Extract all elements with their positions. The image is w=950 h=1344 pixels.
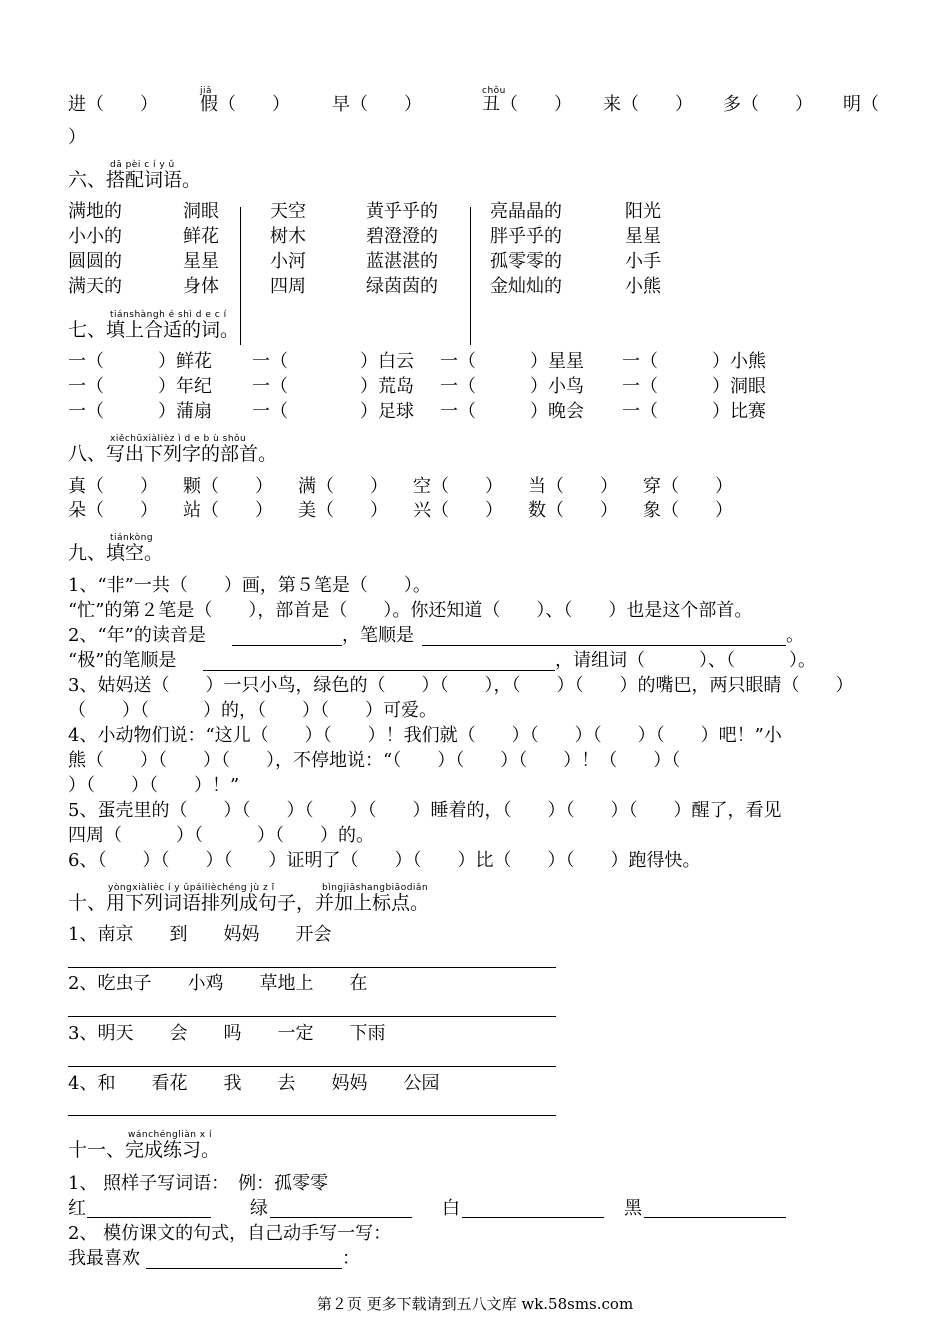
sec9-line5: 3、姑妈送（ ）一只小鸟，绿色的（ ）（ ），（ ）（ ）的嘴巴，两只眼睛（ ）: [68, 675, 854, 696]
sec8-r0-0: 真（ ）: [68, 476, 158, 497]
sec10-pinyin-a: yòngxiàlièc í y ǔpáilièchéng jù z ǐ: [108, 883, 275, 893]
sec9-line3c: 。: [786, 625, 804, 646]
sec8-r1-5: 象（ ）: [643, 500, 733, 521]
sec8-r0-4: 当（ ）: [528, 476, 618, 497]
top-item-5: 多（ ）: [723, 94, 813, 115]
sec6-c4-2: 蓝湛湛的: [366, 251, 438, 272]
sec10-pinyin-b: bìngjiāshangbiāodiǎn: [322, 883, 429, 893]
blank-nian-strokes[interactable]: [422, 645, 786, 646]
sec8-r1-3: 兴（ ）: [413, 500, 503, 521]
sec9-line4b: ，请组词（ ）、（ ）。: [555, 650, 816, 671]
sec6-c2-2: 星星: [183, 251, 219, 272]
sec8-r0-5: 穿（ ）: [643, 476, 733, 497]
sec6-c1-1: 小小的: [68, 226, 122, 247]
sec7-r1-0: 一（ ）年纪: [68, 376, 212, 397]
sec9-line2: “忙”的第２笔是（ ），部首是（ ）。你还知道（ ）、（ ）也是这个部首。: [68, 600, 753, 621]
word-bai: 白: [442, 1198, 460, 1219]
sec7-pinyin: tiánshàngh é shì d e c í: [110, 310, 227, 320]
sec6-c3-0: 天空: [270, 201, 306, 222]
sec6-c2-3: 身体: [183, 276, 219, 297]
blank-nian-reading[interactable]: [232, 645, 342, 646]
blank-favorite[interactable]: [146, 1268, 342, 1269]
sec9-line3a: 2、“年”的读音是: [68, 625, 206, 646]
sec8-pinyin: xiěchūxiàlièz ì d e b ù shǒu: [110, 434, 247, 444]
divider-right: [470, 207, 471, 345]
sec6-c2-0: 洞眼: [183, 201, 219, 222]
sec6-c6-2: 小手: [625, 251, 661, 272]
sec9-line9: ）（ ）（ ）！”: [68, 775, 240, 796]
sec7-r1-2: 一（ ）小鸟: [440, 376, 584, 397]
sec9-pinyin: tiánkòng: [110, 533, 154, 543]
top-item-1: 假（ ）: [200, 94, 290, 115]
top-item-4: 来（ ）: [603, 94, 693, 115]
sec9-title: 九、填空。: [68, 542, 164, 564]
page-footer: 第２页 更多下载请到五八文库 wk.58sms.com: [316, 1295, 634, 1313]
sec10-q2: 2、吃虫子 小鸡 草地上 在: [68, 973, 368, 994]
sec7-r0-2: 一（ ）星星: [440, 351, 584, 372]
sec9-line12: 6、（ ）（ ）（ ）证明了（ ）（ ）比（ ）（ ）跑得快。: [68, 850, 701, 871]
sec6-c3-1: 树木: [270, 226, 306, 247]
sec6-c4-1: 碧澄澄的: [366, 226, 438, 247]
sec9-line3b: ，笔顺是: [342, 625, 414, 646]
top-item-6: 明（: [843, 94, 879, 115]
sec8-r0-1: 颗（ ）: [183, 476, 273, 497]
sec11-q3a: 我最喜欢: [68, 1248, 140, 1269]
sec7-r2-2: 一（ ）晚会: [440, 401, 584, 422]
sec9-line1: 1、“非”一共（ ）画，第５笔是（ ）。: [68, 575, 431, 596]
sec6-c3-3: 四周: [270, 276, 306, 297]
sec10-q4: 4、和 看花 我 去 妈妈 公园: [68, 1073, 440, 1094]
sec11-q1: 1、 照样子写词语： 例：孤零零: [68, 1173, 329, 1194]
sec9-line10: 5、蛋壳里的（ ）（ ）（ ）（ ）睡着的，（ ）（ ）（ ）醒了，看见: [68, 800, 782, 821]
sec10-q1: 1、南京 到 妈妈 开会: [68, 924, 332, 945]
sec9-line6: （ ）（ ）的，（ ）（ ）可爱。: [68, 700, 437, 721]
sec11-pinyin: wánchéngliàn x í: [128, 1130, 212, 1140]
top-item-0: 进（ ）: [68, 94, 158, 115]
sec6-c1-0: 满地的: [68, 201, 122, 222]
sec8-title: 八、写出下列字的部首。: [68, 443, 278, 465]
sec6-c3-2: 小河: [270, 251, 306, 272]
sec6-c4-0: 黄乎乎的: [366, 201, 438, 222]
sec6-c5-3: 金灿灿的: [490, 276, 562, 297]
sec7-r2-1: 一（ ）足球: [252, 401, 414, 422]
sec6-pinyin: dā pèi c í y ǔ: [110, 160, 175, 170]
sec9-line4a: “极”的笔顺是: [68, 650, 177, 671]
sec6-c6-0: 阳光: [625, 201, 661, 222]
pinyin-jia: jiǎ: [200, 86, 213, 96]
word-hong: 红: [68, 1198, 86, 1219]
sec7-r0-3: 一（ ）小熊: [622, 351, 766, 372]
sec10-q3: 3、明天 会 吗 一定 下雨: [68, 1023, 386, 1044]
blank-bai[interactable]: [462, 1217, 604, 1218]
sec7-r1-1: 一（ ）荒岛: [252, 376, 414, 397]
top-item-2: 早（ ）: [332, 94, 422, 115]
blank-lv[interactable]: [270, 1217, 412, 1218]
sec7-r2-0: 一（ ）蒲扇: [68, 401, 212, 422]
sec7-r1-3: 一（ ）洞眼: [622, 376, 766, 397]
answer-line-4[interactable]: [68, 1115, 556, 1116]
sec8-r1-2: 美（ ）: [298, 500, 388, 521]
blank-hei[interactable]: [644, 1217, 786, 1218]
answer-line-1[interactable]: [68, 967, 556, 968]
sec6-c1-3: 满天的: [68, 276, 122, 297]
sec7-r0-0: 一（ ）鲜花: [68, 351, 212, 372]
sec9-line11: 四周（ ）（ ）（ ）的。: [68, 825, 374, 846]
sec7-r2-3: 一（ ）比赛: [622, 401, 766, 422]
answer-line-3[interactable]: [68, 1066, 556, 1067]
answer-line-2[interactable]: [68, 1016, 556, 1017]
sec8-r1-1: 站（ ）: [183, 500, 273, 521]
sec11-q3b: ：: [342, 1248, 360, 1269]
sec11-title: 十一、完成练习。: [68, 1139, 221, 1161]
blank-hong[interactable]: [87, 1217, 211, 1218]
sec6-c6-3: 小熊: [625, 276, 661, 297]
word-lv: 绿: [250, 1198, 268, 1219]
blank-ji-strokes[interactable]: [203, 670, 555, 671]
sec11-q2: 2、 模仿课文的句式，自己动手写一写：: [68, 1223, 392, 1244]
sec8-r0-3: 空（ ）: [413, 476, 503, 497]
pinyin-chou: chǒu: [482, 86, 506, 96]
sec7-title: 七、填上合适的词。: [68, 319, 240, 341]
sec6-c5-2: 孤零零的: [490, 251, 562, 272]
sec6-c1-2: 圆圆的: [68, 251, 122, 272]
sec8-r1-4: 数（ ）: [528, 500, 618, 521]
divider-left: [240, 207, 241, 345]
sec6-c4-3: 绿茵茵的: [366, 276, 438, 297]
sec8-r0-2: 满（ ）: [298, 476, 388, 497]
sec6-c5-1: 胖乎乎的: [490, 226, 562, 247]
sec9-line8: 熊（ ）（ ）（ ），不停地说：“（ ）（ ）（ ）！（ ）（: [68, 750, 681, 771]
top-wrap: ）: [68, 127, 86, 148]
sec9-line7: 4、小动物们说：“这儿（ ）（ ）！我们就（ ）（ ）（ ）（ ）吧！”小: [68, 725, 782, 746]
sec6-c5-0: 亮晶晶的: [490, 201, 562, 222]
sec7-r0-1: 一（ ）白云: [252, 351, 414, 372]
sec10-title: 十、用下列词语排列成句子，并加上标点。: [68, 892, 430, 914]
top-item-3: 丑（ ）: [482, 94, 572, 115]
sec6-c6-1: 星星: [625, 226, 661, 247]
word-hei: 黑: [624, 1198, 642, 1219]
sec8-r1-0: 朵（ ）: [68, 500, 158, 521]
sec6-c2-1: 鲜花: [183, 226, 219, 247]
sec6-title: 六、搭配词语。: [68, 169, 202, 191]
